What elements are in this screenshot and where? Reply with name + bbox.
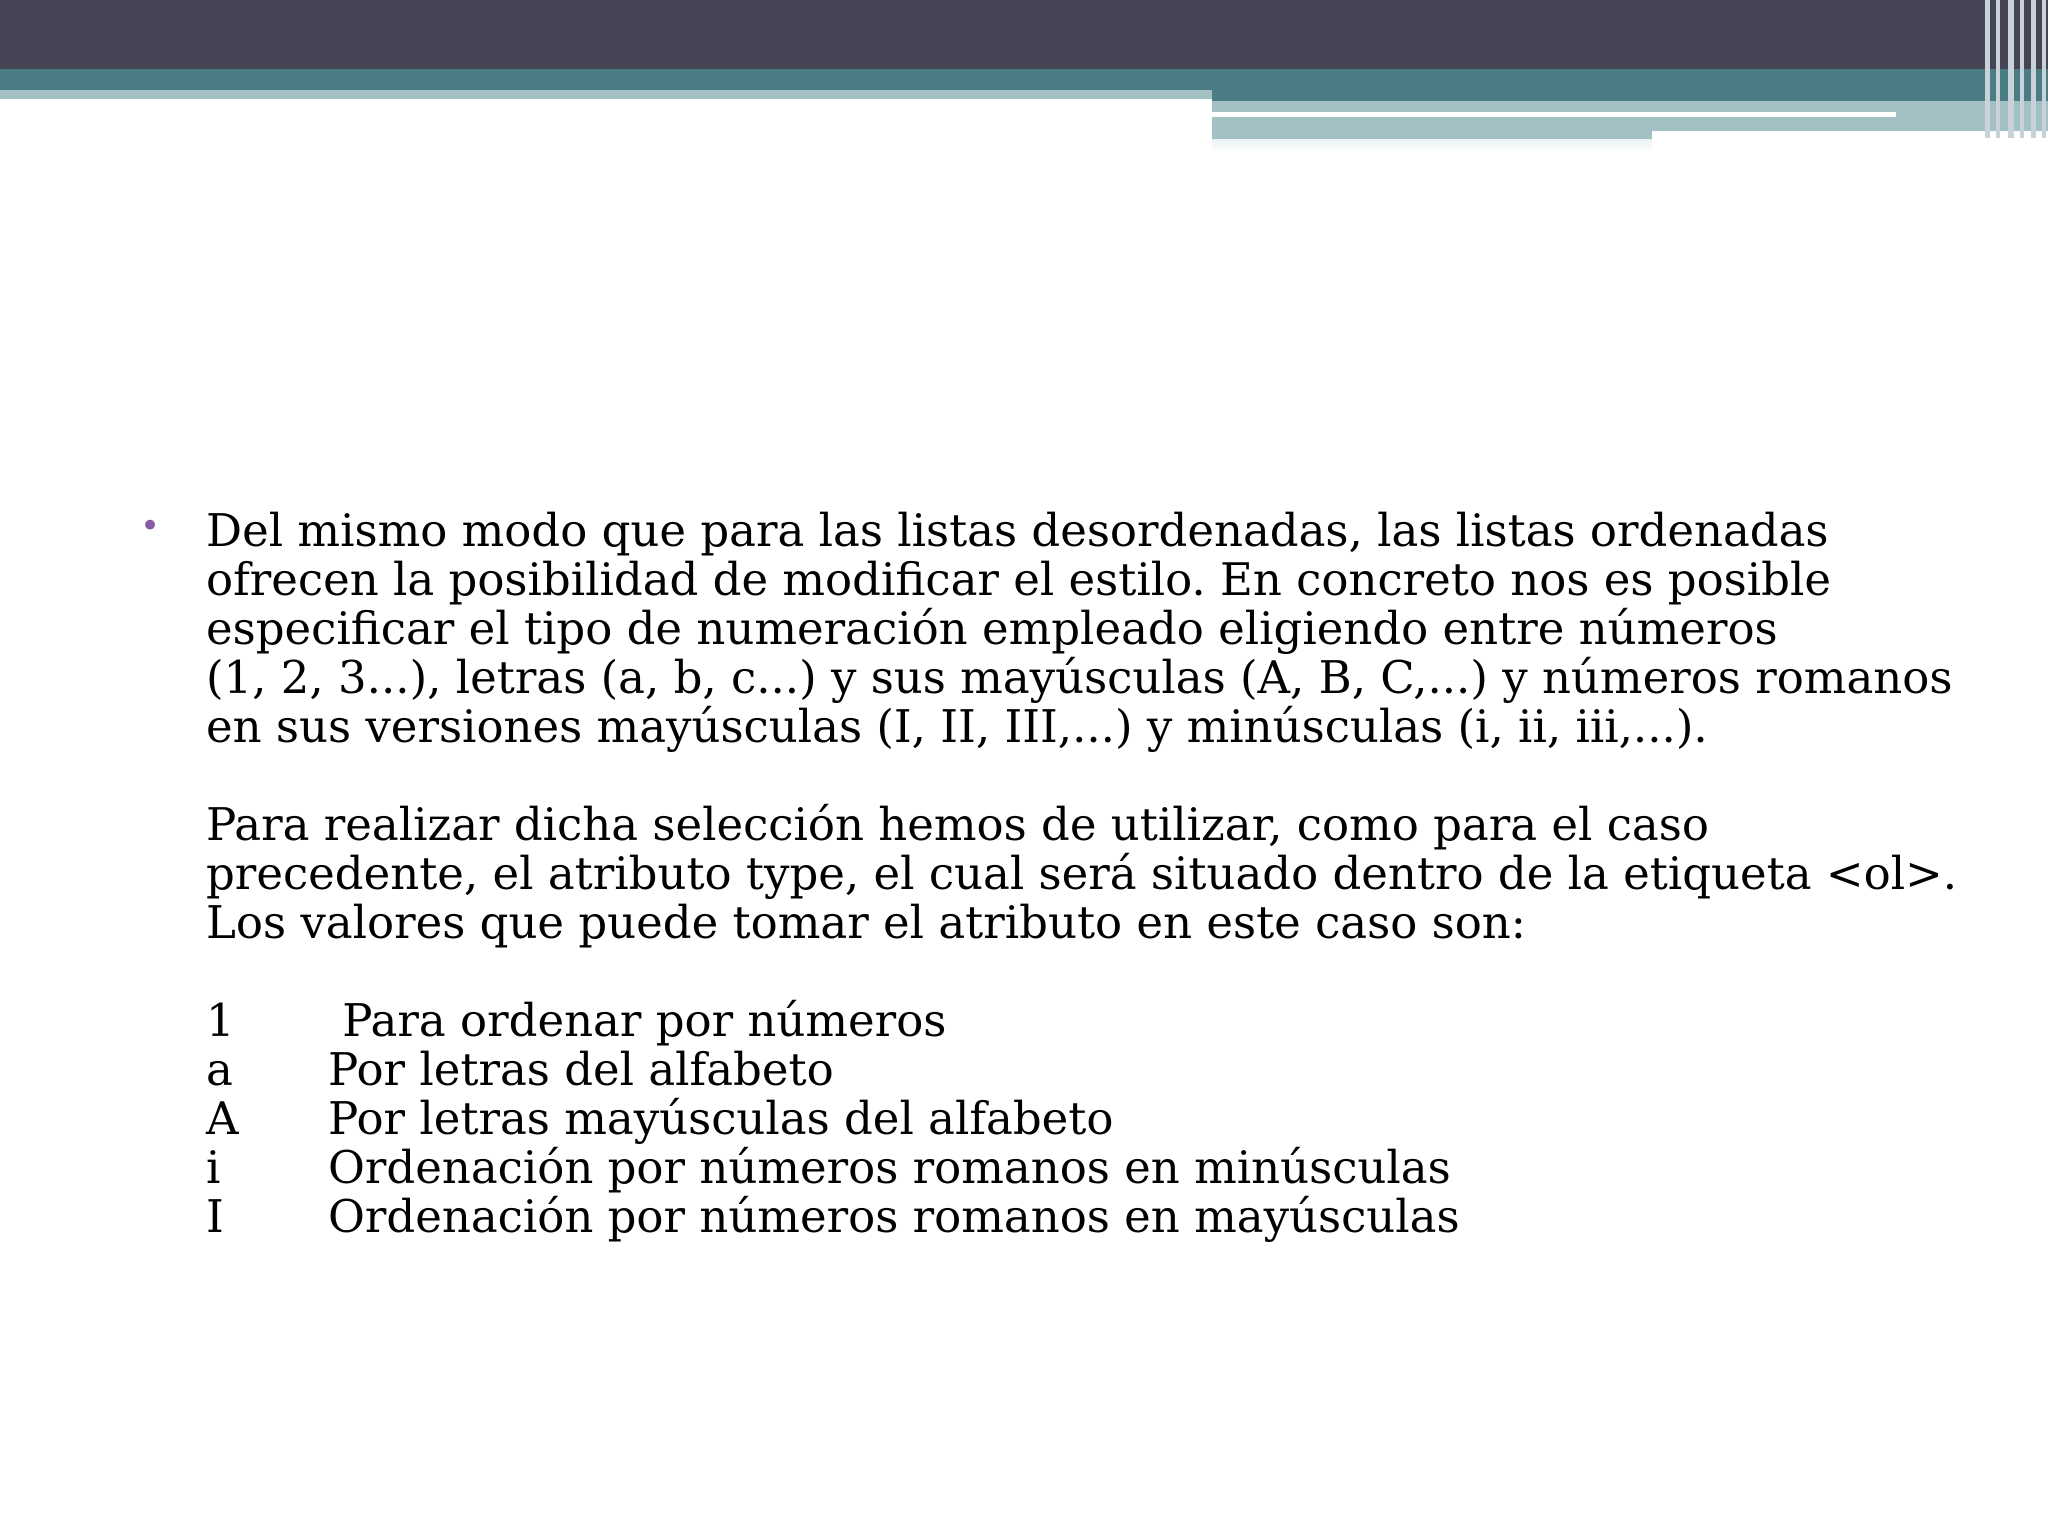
list-item [206, 1143, 1940, 1192]
header-stripe [2008, 0, 2014, 138]
text-line: Los valores que puede tomar el atributo en este caso son: [206, 896, 1526, 949]
type-value-description: Por letras del alfabeto [328, 1043, 834, 1096]
type-value-key: A [206, 1092, 239, 1145]
header-teal-band-right [1212, 69, 2048, 101]
type-attribute-paragraph [206, 798, 1958, 949]
type-value-description: Por letras mayúsculas del alfabeto [328, 1092, 1114, 1145]
header-stripe [1985, 0, 1990, 138]
header-white-line [1212, 112, 1896, 117]
header-fade [1212, 139, 1652, 153]
slide-body [140, 504, 1958, 1243]
header-stripe [2020, 0, 2024, 138]
header-teal-band-left [0, 69, 1212, 90]
header-light-band-left [0, 90, 1212, 99]
list-item [206, 996, 1940, 1045]
text-line: en sus versiones mayúsculas (I, II, III,...) y minúsculas (i, ii, iii,...). [206, 700, 1708, 753]
paragraph-gap [206, 751, 1940, 800]
list-item [206, 1094, 1940, 1143]
header-stripe [2042, 0, 2046, 138]
type-value-key: i [206, 1141, 221, 1194]
text-line: especificar el tipo de numeración empleado eligiendo entre números [206, 602, 1778, 655]
header-dark-band [0, 0, 2048, 69]
type-value-key: I [206, 1190, 224, 1243]
type-value-key: 1 [206, 994, 235, 1047]
text-line: Del mismo modo que para las listas desordenadas, las listas ordenadas [206, 504, 1829, 557]
intro-paragraph [206, 504, 1953, 753]
header-stripe [1996, 0, 2000, 138]
list-item [206, 1045, 1940, 1094]
type-value-description: Ordenación por números romanos en minúsculas [328, 1141, 1451, 1194]
header-light-tail [1212, 131, 1652, 139]
type-values-list [206, 996, 1940, 1241]
type-value-description: Para ordenar por números [328, 994, 947, 1047]
text-line: Para realizar dicha selección hemos de utilizar, como para el caso [206, 798, 1709, 851]
bullet-text [206, 504, 1958, 1243]
text-line: precedente, el atributo type, el cual será situado dentro de la etiqueta <ol>. [206, 847, 1958, 900]
paragraph-gap [206, 947, 1940, 996]
text-line: (1, 2, 3...), letras (a, b, c...) y sus mayúsculas (A, B, C,...) y números romanos [206, 651, 1953, 704]
list-item [206, 1192, 1940, 1241]
type-value-key: a [206, 1043, 233, 1096]
text-line: ofrecen la posibilidad de modificar el estilo. En concreto nos es posible [206, 553, 1831, 606]
header-stripe [2031, 0, 2036, 138]
type-value-description: Ordenación por números romanos en mayúsculas [328, 1190, 1460, 1243]
bullet-marker: • [140, 506, 161, 546]
